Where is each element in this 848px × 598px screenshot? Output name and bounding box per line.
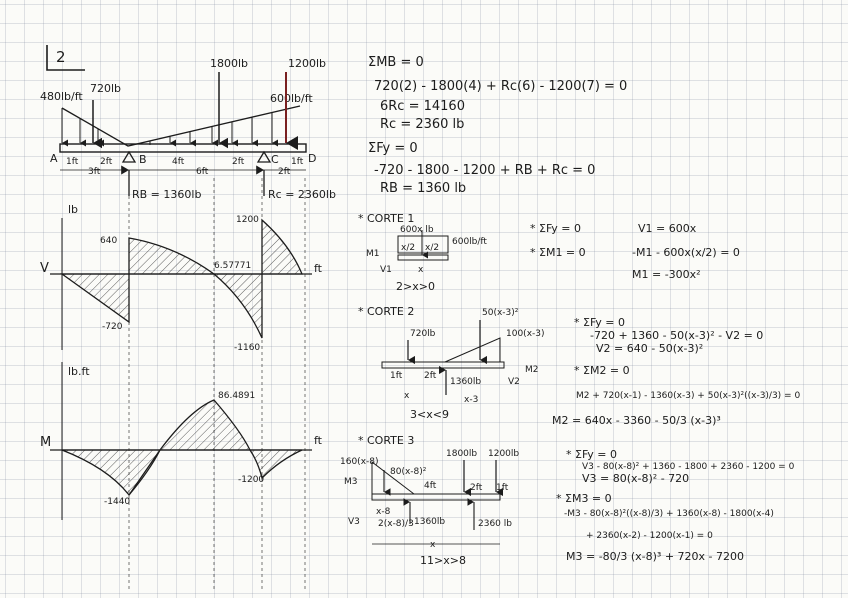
corte3-label-4ft: 4ft <box>424 481 437 491</box>
corte3-label-80: 80(x-8)² <box>390 467 427 477</box>
moment-region-3 <box>250 450 302 478</box>
corte3-label-v3: V3 <box>348 517 360 527</box>
corte3-eq-m-line1: -M3 - 80(x-8)²((x-8)/3) + 1360(x-8) - 1800(x-4) <box>564 509 774 519</box>
corte3-label-1360: 1360lb <box>414 517 446 527</box>
corte2-eq-m: * ΣM2 = 0 <box>574 364 630 377</box>
corte1-segment <box>398 255 448 260</box>
corte3-label-160: 160(x-8) <box>340 457 379 467</box>
corte-2 <box>358 305 800 427</box>
moment-region-1 <box>62 450 160 495</box>
moment-value-neg1440: -1440 <box>104 497 131 507</box>
corte2-m2-result: M2 = 640x - 3360 - 50/3 (x-3)³ <box>552 414 721 427</box>
dim-bottom-3: 2ft <box>278 167 291 177</box>
moment-label: M <box>40 435 52 450</box>
corte2-range: 3<x<9 <box>410 408 449 421</box>
corte2-label-50x: 50(x-3)² <box>482 308 519 318</box>
corte2-title: * CORTE 2 <box>358 305 415 318</box>
corte2-label-1ft: 1ft <box>390 371 403 381</box>
corte-3 <box>340 434 795 567</box>
corte3-segment <box>372 494 500 500</box>
corte3-label-1200: 1200lb <box>488 449 520 459</box>
corte1-eq-m: * ΣM1 = 0 <box>530 246 586 259</box>
point-load-1200-label: 1200lb <box>288 57 327 70</box>
corte2-label-100x: 100(x-3) <box>506 329 545 339</box>
support-label-d: D <box>308 152 317 165</box>
moment-value-max: 86.4891 <box>218 391 256 401</box>
corte3-label-1800: 1800lb <box>446 449 478 459</box>
dim-bottom-2: 6ft <box>196 167 209 177</box>
shear-value-640: 640 <box>100 236 118 246</box>
corte2-label-x3: x-3 <box>464 395 479 405</box>
corte3-label-1ft: 1ft <box>496 483 509 493</box>
corte1-title: * CORTE 1 <box>358 212 415 225</box>
moment-region-2 <box>160 400 250 450</box>
shear-region-2 <box>129 238 214 274</box>
corte2-label-x: x <box>404 391 410 401</box>
eq-line-6: -720 - 1800 - 1200 + RB + Rc = 0 <box>374 163 596 178</box>
dim-top-3: 4ft <box>172 157 185 167</box>
reaction-c-label: Rc = 2360lb <box>268 188 336 201</box>
moment-value-neg1200: -1200 <box>238 475 265 485</box>
corte2-label-m2: M2 <box>525 365 539 375</box>
corte3-label-x8: x-8 <box>376 507 391 517</box>
beam-body <box>60 144 306 152</box>
moment-unit: lb.ft <box>68 365 90 378</box>
dim-top-4: 2ft <box>232 157 245 167</box>
support-label-b: B <box>139 153 147 166</box>
corte3-eq-fy-line: V3 - 80(x-8)² + 1360 - 1800 + 2360 - 1200 = 0 <box>582 462 795 472</box>
corte3-range: 11>x>8 <box>420 554 466 567</box>
corte2-label-1360: 1360lb <box>450 377 482 387</box>
shear-value-1200: 1200 <box>236 215 259 225</box>
corte1-label-600x: 600x lb <box>400 225 434 235</box>
corte1-label-m1: M1 <box>366 249 380 259</box>
corte2-eq-fy-line: -720 + 1360 - 50(x-3)² - V2 = 0 <box>590 329 764 342</box>
eq-line-4: Rc = 2360 lb <box>380 117 465 132</box>
corte3-label-2x8: 2(x-8)/3 <box>378 519 414 529</box>
shear-value-neg1160: -1160 <box>234 343 261 353</box>
corte3-m3-result: M3 = -80/3 (x-8)³ + 720x - 7200 <box>566 550 745 563</box>
corte3-label-x: x <box>430 540 436 550</box>
shear-zero-crossing: 6.57771 <box>214 261 252 271</box>
reaction-b-label: RB = 1360lb <box>132 188 202 201</box>
corte1-label-x2b: x/2 <box>425 243 440 253</box>
moment-axis-end: ft <box>314 434 322 447</box>
corte3-eq-fy: * ΣFy = 0 <box>566 448 617 461</box>
dim-bottom-1: 3ft <box>88 167 101 177</box>
point-load-720-label: 720lb <box>90 82 122 95</box>
corte1-label-v1: V1 <box>380 265 392 275</box>
corte2-segment <box>382 362 504 368</box>
corte1-result-m: M1 = -300x² <box>632 268 701 281</box>
corte1-eq-fy: * ΣFy = 0 <box>530 222 581 235</box>
beam-diagram <box>40 57 336 201</box>
shear-label: V <box>40 261 49 276</box>
corte3-label-2ft: 2ft <box>470 483 483 493</box>
support-label-c: C <box>271 153 279 166</box>
eq-line-1: ΣMB = 0 <box>368 55 424 70</box>
corte3-title: * CORTE 3 <box>358 434 415 447</box>
corte3-label-2360: 2360 lb <box>478 519 512 529</box>
shear-region-3 <box>214 274 262 338</box>
corte2-label-2ft: 2ft <box>424 371 437 381</box>
corte-1 <box>358 212 740 293</box>
problem-number: 2 <box>56 48 66 66</box>
shear-axis-end: ft <box>314 262 322 275</box>
dim-top-2: 2ft <box>100 157 113 167</box>
corte1-result-v: V1 = 600x <box>638 222 697 235</box>
corte2-eq-m-line: M2 + 720(x-1) - 1360(x-3) + 50(x-3)²((x-3)/3) = 0 <box>576 391 801 401</box>
shear-value-neg720: -720 <box>102 322 123 332</box>
corte3-label-m3: M3 <box>344 477 358 487</box>
point-load-1800-label: 1800lb <box>210 57 249 70</box>
dist-load-right-label: 600lb/ft <box>270 92 313 105</box>
corte2-label-720: 720lb <box>410 329 436 339</box>
moment-diagram <box>40 362 323 520</box>
equilibrium-block <box>368 55 627 196</box>
corte2-load-triangle <box>445 338 500 362</box>
corte1-result-eq: -M1 - 600x(x/2) = 0 <box>632 246 740 259</box>
corte3-eq-m-line2: + 2360(x-2) - 1200(x-1) = 0 <box>586 531 713 541</box>
corte1-range: 2>x>0 <box>396 280 435 293</box>
corte3-eq-m: * ΣM3 = 0 <box>556 492 612 505</box>
shear-diagram <box>40 178 323 590</box>
dim-top-5: 1ft <box>291 157 304 167</box>
dim-top-1: 1ft <box>66 157 79 167</box>
problem-number-box <box>47 45 85 70</box>
corte2-label-v2: V2 <box>508 377 520 387</box>
corte1-label-600lbft: 600lb/ft <box>452 237 487 247</box>
support-b-icon <box>123 152 135 162</box>
shear-region-4 <box>262 220 302 274</box>
eq-line-3: 6Rc = 14160 <box>380 99 465 114</box>
support-label-a: A <box>50 152 58 165</box>
eq-line-2: 720(2) - 1800(4) + Rc(6) - 1200(7) = 0 <box>374 79 628 94</box>
eq-line-5: ΣFy = 0 <box>368 141 418 156</box>
corte2-v2-result: V2 = 640 - 50(x-3)² <box>596 342 704 355</box>
corte2-eq-fy: * ΣFy = 0 <box>574 316 625 329</box>
shear-region-1 <box>62 274 129 322</box>
eq-line-7: RB = 1360 lb <box>380 181 467 196</box>
corte1-label-x: x <box>418 265 424 275</box>
corte1-label-x2a: x/2 <box>401 243 416 253</box>
shear-unit: lb <box>68 203 79 216</box>
support-c-icon <box>258 152 270 162</box>
dist-load-left-label: 480lb/ft <box>40 90 83 103</box>
corte3-v3-result: V3 = 80(x-8)² - 720 <box>582 472 690 485</box>
